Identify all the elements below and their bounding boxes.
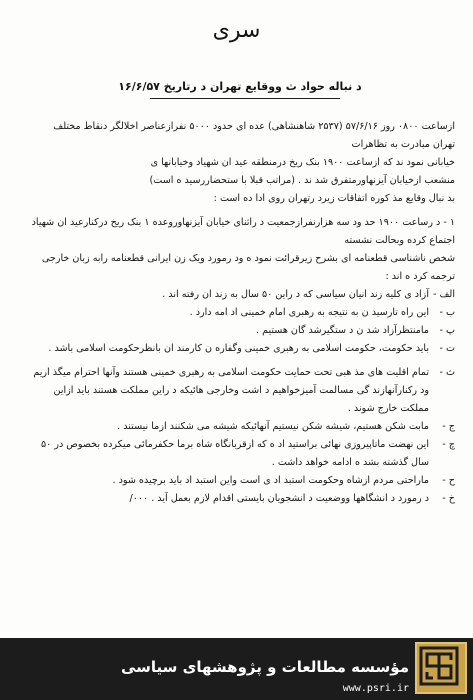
document-title: د نباله حواد ث ووقایع تهران د رتاریخ ۱۶/۶/۵۷ xyxy=(118,80,362,93)
item-text: باید حکومت، حکومت اسلامی به رهبری خمینی وگفاره ن کارمند ان بانظرحکومت اسلامی باشد . xyxy=(48,343,429,354)
resolution-item xyxy=(30,436,455,472)
classification-mark: سری xyxy=(212,18,261,43)
item-mark: ب - xyxy=(439,307,455,318)
document-body xyxy=(30,118,455,508)
item-text: این نهضت ماتاپیروزی نهائی براستید اد ه که ازقربانگاه شاه برما حکفرمائی میکرده بخصوص در ۵۰ سال گذشته بشد ه ادامه خواهد داشت . xyxy=(40,439,429,468)
item-text: مابت شکن هستیم، شیشه شکن نیستیم آنهائیکه شیشه می شکنند ازما نیستند . xyxy=(117,421,429,432)
resolution-item xyxy=(30,286,455,304)
paragraph: بد نبال وقایع مذ کوره اتفاقات زیرد رتهران روی ادا ده است : xyxy=(213,193,455,204)
paragraph: شخص ناشناسی قطعنامه ای بشرح زیرقرائت نمود ه ود رمورد ویک زن ایرانی قطعنامه رابه زبان خارجی ترجمه کرد ه اند : xyxy=(41,253,455,282)
item-text: تمام اقلیت های مذ هبی تحت حمایت حکومت اسلامی به رهبری خمینی هستند وآنها احترام میگذ اریم ود رکنارآنهازند گی مسالمت آمیزخواهیم د اشت وخارجی هائیکه د راین مملکت هستند باید ازاین مملکت خارج شوند . xyxy=(33,367,429,414)
paragraph: منشعب ازخیابان آیزنهاورمتفرق شد ند . (مراتب قبلا با ستحضاررسید ه است) xyxy=(149,175,455,186)
paragraph: ۱ - د رساعت ۱۹۰۰ حد ود سه هزارنفرازجمعیت د راثنای خیابان آیزنهاوروعده ۱ بنک ریخ درکنارعید ان شهیاد اجتماع کرده وبحالت نشسته xyxy=(31,217,455,246)
resolution-item xyxy=(30,418,455,436)
website-link[interactable]: www.psri.ir xyxy=(342,683,409,694)
item-text: ماراحتی مردم ازشاه وحکومت استبد اد ی است واین استبد اد باید برچیده شود . xyxy=(112,475,429,486)
item-mark: ث - xyxy=(439,367,455,378)
item-mark: الف - xyxy=(432,289,455,300)
watermark-footer xyxy=(0,638,473,700)
paragraph: ازساعت ۰۸۰۰ روز ۵۷/۶/۱۶ (۲۵۳۷ شاهنشاهی) عده ای حدود ۵۰۰۰ نفرازعناصر اخلالگر دنقاط مختلف تهران مبادرت به تظاهرات xyxy=(53,121,455,150)
institute-logo-icon xyxy=(415,642,467,694)
item-text: د رمورد د انشگاهها ووضعیت د انشجویان بایستی اقدام لازم بعمل آید . ۰۰۰/ xyxy=(129,493,429,504)
institute-name: مؤسسه مطالعات و پژوهشهای سیاسی xyxy=(120,658,409,676)
resolution-item xyxy=(30,490,455,508)
title-underline xyxy=(150,98,340,99)
item-text: آزاد ی کلیه زند انیان سیاسی که د راین ۵۰ سال به زند ان رفته اند . xyxy=(162,289,429,300)
item-mark: چ - xyxy=(442,439,455,450)
resolution-item xyxy=(30,472,455,490)
item-mark: ح - xyxy=(442,475,455,486)
item-mark: خ - xyxy=(442,493,455,504)
resolution-item xyxy=(30,364,455,418)
item-mark: ت - xyxy=(439,343,455,354)
item-mark: ج - xyxy=(442,421,455,432)
resolution-item xyxy=(30,322,455,340)
item-mark: پ - xyxy=(439,325,455,336)
resolution-item xyxy=(30,304,455,322)
item-text: مامنتظرآزاد شد ن د ستگیرشد گان هستیم . xyxy=(255,325,429,336)
paragraph: خیابانی نمود ند که ازساعت ۱۹۰۰ بنک ریخ درمنطقه عید ان شهیاد وخیابانها ی xyxy=(150,157,455,168)
resolution-item xyxy=(30,340,455,358)
item-text: این راه تارسید ن به نتیجه به رهبری امام خمینی اد امه دارد . xyxy=(189,307,429,318)
